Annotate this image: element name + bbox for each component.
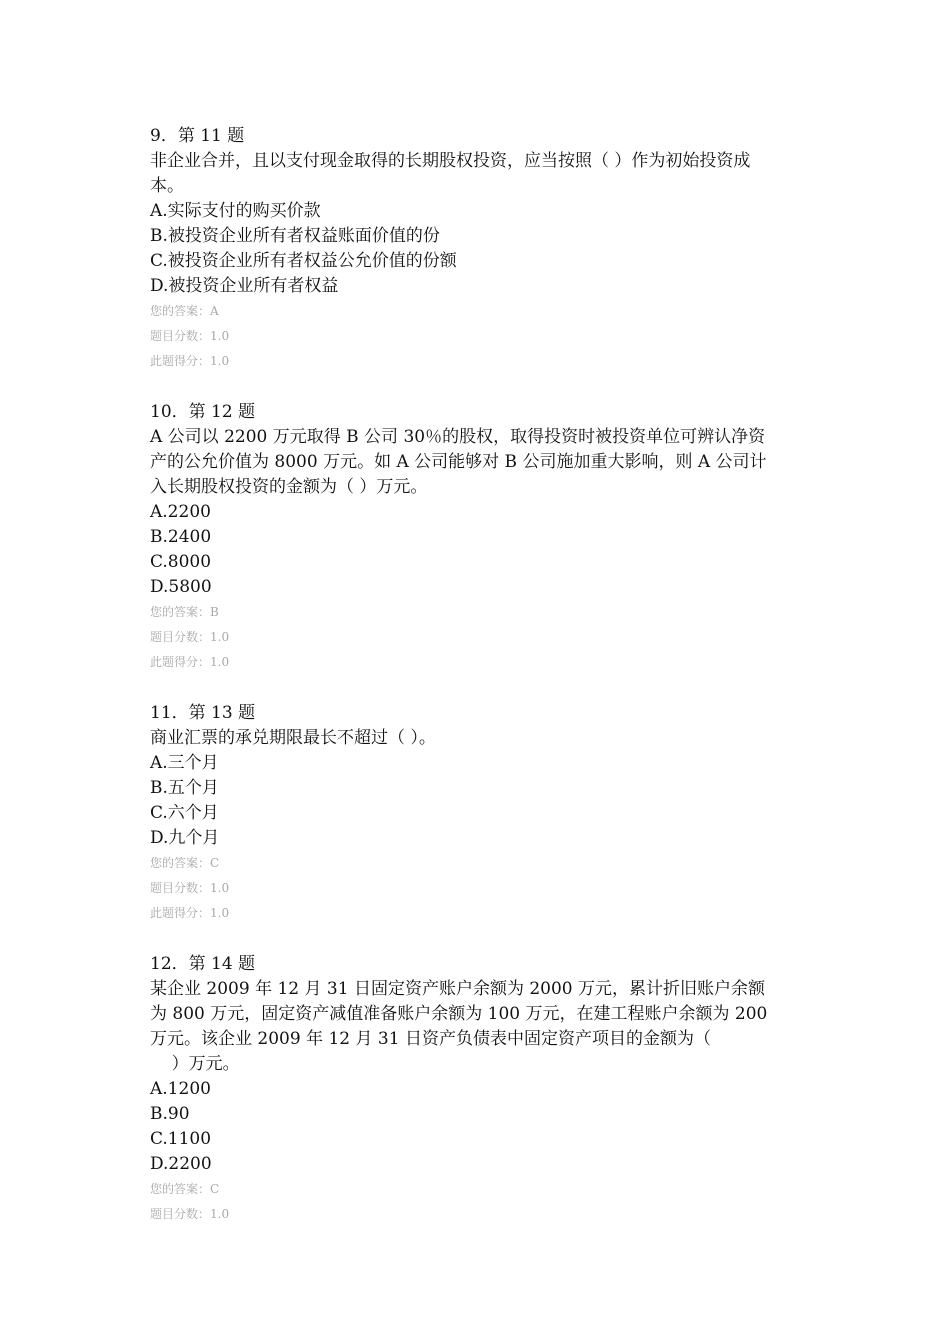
your-answer: 您的答案：A [150,304,219,318]
question-stem-line: 为 800 万元，固定资产减值准备账户余额为 100 万元，在建工程账户余额为 200 [150,1004,768,1024]
question-stem-line: 万元。该企业 2009 年 12 月 31 日资产负债表中固定资产项目的金额为（ [150,1029,711,1049]
option-a: A.1200 [150,1079,211,1099]
option-a: A.实际支付的购买价款 [150,201,321,221]
question-item [150,701,810,926]
question-stem-line: 入长期股权投资的金额为（ ）万元。 [150,477,428,497]
earned-score: 此题得分：1.0 [150,354,230,368]
option-c: C.8000 [150,552,212,572]
question-heading: 9．第 11 题 [150,126,245,146]
option-b: B.五个月 [150,778,219,798]
option-d: D.2200 [150,1154,212,1174]
option-c: C.六个月 [150,803,219,823]
option-b: B.90 [150,1104,190,1124]
question-stem-line: A 公司以 2200 万元取得 B 公司 30％的股权，取得投资时被投资单位可辨认净资 [150,427,766,447]
option-a: A.三个月 [150,753,219,773]
question-item [150,124,810,374]
question-stem-line: 产的公允价值为 8000 万元。如 A 公司能够对 B 公司施加重大影响，则 A 公司计 [150,452,767,472]
option-c: C.被投资企业所有者权益公允价值的份额 [150,251,457,271]
question-stem-line: 本。 [150,176,184,196]
option-b: B.2400 [150,527,212,547]
option-b: B.被投资企业所有者权益账面价值的份 [150,226,440,246]
option-c: C.1100 [150,1129,212,1149]
question-item [150,400,810,675]
question-score: 题目分数：1.0 [150,881,230,895]
question-item [150,952,810,1227]
question-list [150,124,810,1253]
option-d: D.5800 [150,577,212,597]
question-score: 题目分数：1.0 [150,329,230,343]
question-stem-line: ）万元。 [150,1054,240,1074]
question-heading: 11．第 13 题 [150,703,256,723]
your-answer: 您的答案：C [150,856,220,870]
earned-score: 此题得分：1.0 [150,655,230,669]
question-score: 题目分数：1.0 [150,1207,230,1221]
option-d: D.被投资企业所有者权益 [150,276,339,296]
question-stem-line: 非企业合并，且以支付现金取得的长期股权投资，应当按照（ ）作为初始投资成 [150,151,751,171]
question-stem-line: 商业汇票的承兑期限最长不超过（ ）。 [150,728,436,748]
option-a: A.2200 [150,502,211,522]
option-d: D.九个月 [150,828,220,848]
question-heading: 12．第 14 题 [150,954,256,974]
earned-score: 此题得分：1.0 [150,906,230,920]
question-score: 题目分数：1.0 [150,630,230,644]
question-heading: 10．第 12 题 [150,402,256,422]
your-answer: 您的答案：C [150,1182,220,1196]
question-stem-line: 某企业 2009 年 12 月 31 日固定资产账户余额为 2000 万元，累计折旧账户余额 [150,979,766,999]
your-answer: 您的答案：B [150,605,219,619]
